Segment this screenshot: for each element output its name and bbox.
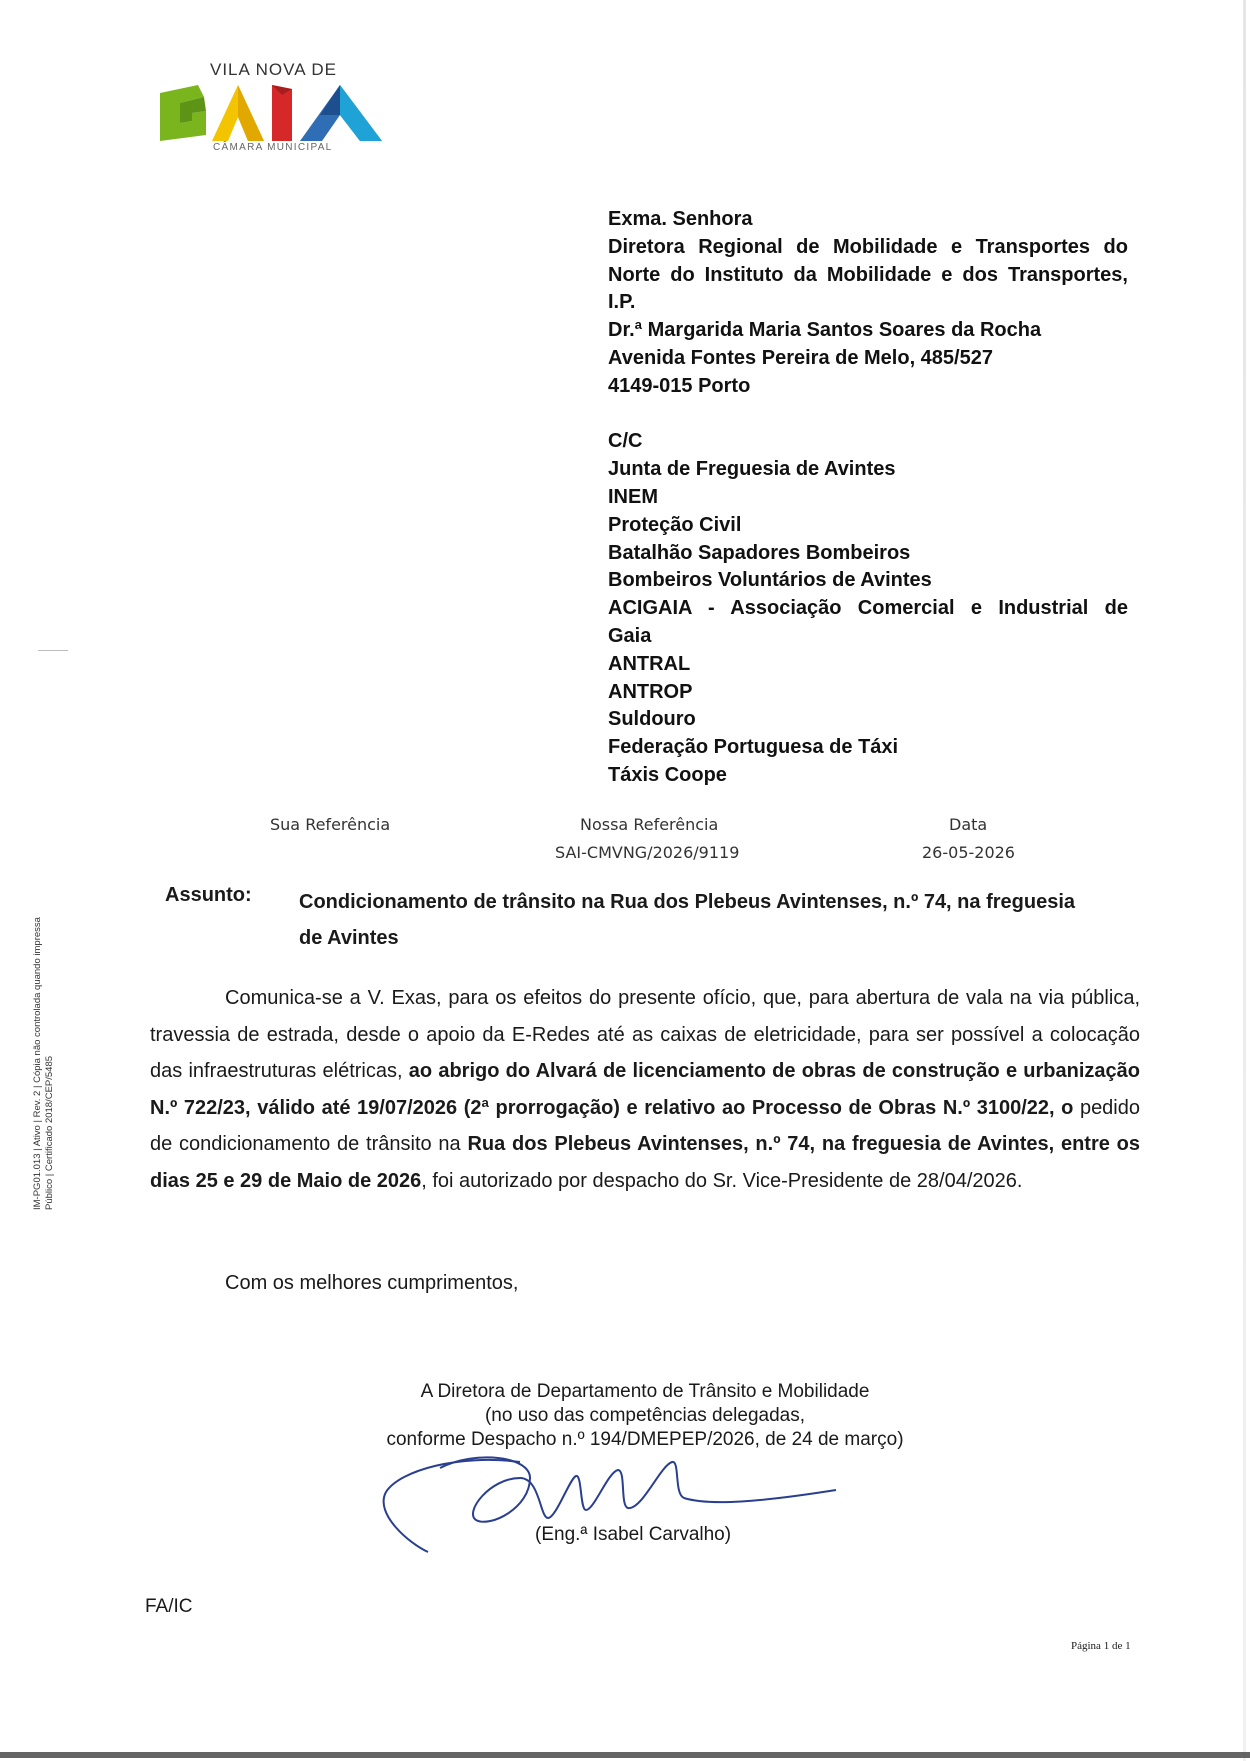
sua-referencia-label: Sua Referência: [270, 815, 391, 834]
cc-item: Táxis Coope: [608, 763, 727, 786]
cc-item: Federação Portuguesa de Táxi: [608, 736, 899, 759]
subject-label: Assunto:: [165, 884, 252, 906]
body-text-3: , foi autorizado por despacho do Sr. Vice-Presidente de 28/04/2026.: [421, 1169, 1023, 1192]
nossa-referencia-label: Nossa Referência: [580, 815, 719, 834]
cc-item: ANTROP: [608, 680, 693, 703]
scan-edge: [0, 1752, 1250, 1758]
addressee-line: Avenida Fontes Pereira de Melo, 485/527: [608, 346, 993, 369]
logo-top-text: VILA NOVA DE: [210, 60, 337, 79]
signatory-delegation: (no uso das competências delegadas,: [484, 1405, 806, 1426]
addressee-line: Diretora Regional de Mobilidade e Transportes do: [608, 235, 1128, 258]
signatory-title: A Diretora de Departamento de Trânsito e Mobilidade: [420, 1381, 870, 1402]
cc-item: Bombeiros Voluntários de Avintes: [608, 569, 932, 592]
signatory-despacho: conforme Despacho n.º 194/DMEPEP/2026, de 24 de março): [386, 1429, 904, 1450]
body-text-1: Comunica-se a V. Exas, para os efeitos do presente ofício, que, para abertura de vala na via pública, travessia de estrada, desde o apoio da E-Redes até as caixas de eletricidade, para ser possível a colocação das infraestruturas elétricas,: [150, 987, 1140, 1082]
nossa-referencia-value: SAI-CMVNG/2026/9119: [555, 843, 740, 862]
addressee-line: Norte do Instituto da Mobilidade e dos Transportes,: [608, 263, 1128, 286]
page-number: Página 1 de 1: [1071, 1640, 1131, 1652]
cc-item: ACIGAIA - Associação Comercial e Industrial de: [608, 597, 1128, 620]
body-bold-1: ao abrigo do Alvará de licenciamento de obras de construção e urbanização N.º 722/23, válido até 19/07/2026 (2ª prorrogação) e relativo ao Processo de Obras N.º 3100/22, o: [150, 1060, 1141, 1119]
data-label: Data: [949, 815, 988, 834]
side-note-line-2: Público | Certificado 2018/CEP/5485: [44, 1055, 55, 1210]
cc-item: INEM: [608, 485, 658, 508]
addressee-line: I.P.: [608, 291, 636, 314]
signatory-name: (Eng.ª Isabel Carvalho): [535, 1524, 732, 1545]
initials: FA/IC: [145, 1596, 193, 1617]
addressee-line: Dr.ª Margarida Maria Santos Soares da Rocha: [608, 319, 1042, 342]
cc-item: Gaia: [608, 624, 652, 647]
subject-line-1: Condicionamento de trânsito na Rua dos Plebeus Avintenses, n.º 74, na freguesia: [299, 891, 1075, 913]
cc-item: ANTRAL: [608, 652, 691, 675]
cc-item: Batalhão Sapadores Bombeiros: [608, 541, 911, 564]
body-paragraph: [150, 980, 1140, 1199]
subject-line-2: de Avintes: [299, 927, 399, 949]
body-bold-2: Rua dos Plebeus Avintenses, n.º 74, na freguesia de Avintes, entre os dias 25 e 29 de Maio de 2026: [150, 1133, 1140, 1192]
subject-text: [299, 884, 1129, 956]
document-control-note: [32, 917, 56, 1210]
closing-text: Com os melhores cumprimentos,: [225, 1272, 519, 1294]
logo-bottom-text: CÂMARA MUNICIPAL: [213, 142, 333, 153]
fold-mark: [38, 650, 68, 651]
cc-item: Junta de Freguesia de Avintes: [608, 458, 896, 481]
body-text-2: pedido de condicionamento de trânsito na: [150, 1096, 1140, 1155]
scan-edge: [1243, 0, 1246, 1761]
addressee-line: Exma. Senhora: [608, 208, 753, 230]
cc-label: C/C: [608, 430, 643, 453]
data-value: 26-05-2026: [922, 843, 1015, 862]
addressee-line: 4149-015 Porto: [608, 374, 751, 397]
side-note-line-1: IM-PG01.013 | Ativo | Rev. 2 | Cópia não controlada quando impressa: [32, 917, 43, 1210]
addressee-block: [608, 206, 1128, 790]
gaia-logo-icon: [160, 85, 382, 141]
cc-item: Suldouro: [608, 708, 696, 731]
cc-item: Proteção Civil: [608, 513, 742, 536]
